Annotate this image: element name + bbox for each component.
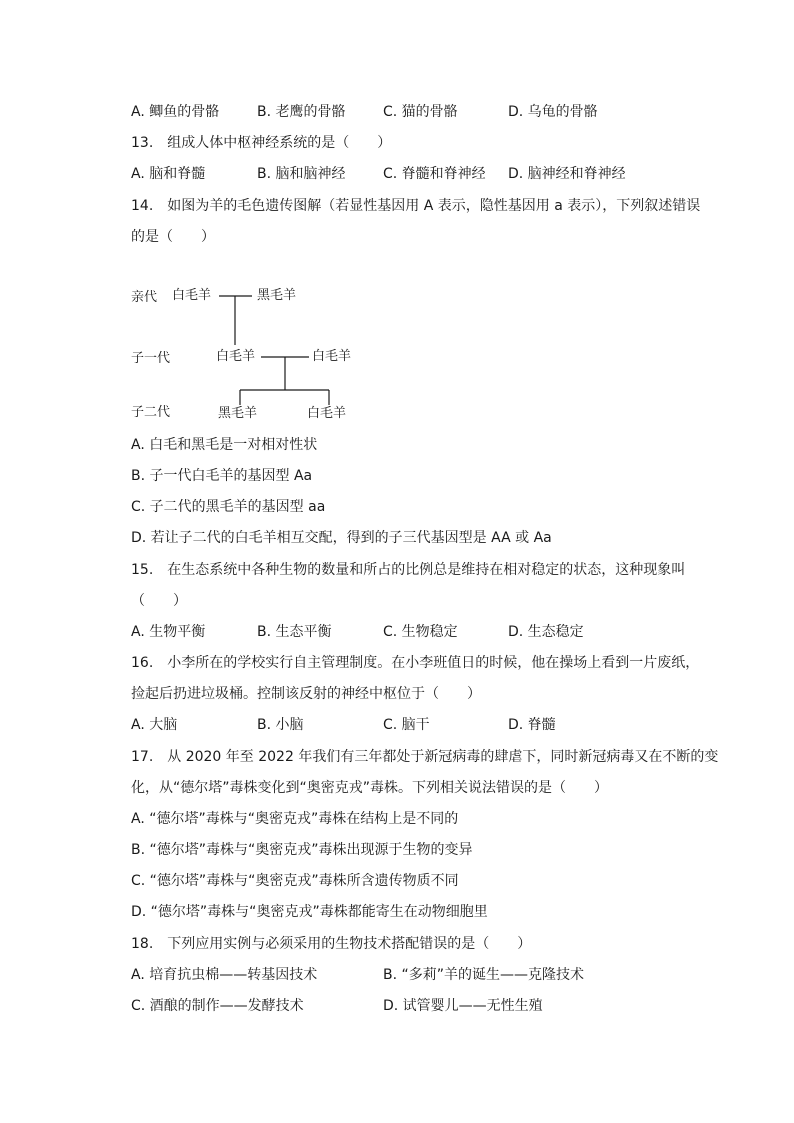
q18-stem: 18. 下列应用实例与必须采用的生物技术搭配错误的是（ ） [131,936,532,952]
q12-option-c: C. 猫的骨骼 [383,104,458,120]
f2-left-label: 黑毛羊 [218,406,258,421]
q16-option-a: A. 大脑 [131,717,178,733]
q14-option-a: A. 白毛和黑毛是一对相对性状 [131,437,318,453]
q18-option-d: D. 试管婴儿——无性生殖 [383,998,543,1014]
q17-option-b: B. “德尔塔”毒株与“奥密克戎”毒株出现源于生物的变异 [131,842,473,858]
q14-option-c: C. 子二代的黑毛羊的基因型 aa [131,499,326,515]
q13-stem: 13. 组成人体中枢神经系统的是（ ） [131,135,392,151]
q13-option-c: C. 脊髓和脊神经 [383,166,486,182]
parent-right-label: 黑毛羊 [257,288,297,303]
q18-option-b: B. “多莉”羊的诞生——克隆技术 [383,967,585,983]
q13-option-d: D. 脑神经和脊神经 [508,166,626,182]
q16-option-d: D. 脊髓 [508,717,556,733]
gen-label-parent: 亲代 [131,290,158,305]
q17-option-a: A. “德尔塔”毒株与“奥密克戎”毒株在结构上是不同的 [131,811,459,827]
q16-option-b: B. 小脑 [257,717,304,733]
f1-right-label: 白毛羊 [312,349,352,364]
gen-label-f1: 子一代 [131,351,171,366]
q12-option-d: D. 乌龟的骨骼 [508,104,598,120]
q18-option-a: A. 培育抗虫棉——转基因技术 [131,967,318,983]
q14-option-d: D. 若让子二代的白毛羊相互交配，得到的子三代基因型是 AA 或 Aa [131,530,552,546]
q14-option-b: B. 子一代白毛羊的基因型 Aa [131,468,313,484]
q16-option-c: C. 脑干 [383,717,430,733]
q15-option-a: A. 生物平衡 [131,624,206,640]
q17-stem-line2: 化，从“德尔塔”毒株变化到“奥密克戎”毒株。下列相关说法错误的是（ ） [131,780,609,796]
q16-stem-line2: 捡起后扔进垃圾桶。控制该反射的神经中枢位于（ ） [131,686,481,702]
gen-label-f2: 子二代 [131,405,171,420]
f1-left-label: 白毛羊 [216,349,256,364]
q15-stem-line1: 15. 在生态系统中各种生物的数量和所占的比例总是维持在相对稳定的状态，这种现象叫 [131,562,686,578]
q15-option-b: B. 生态平衡 [257,624,332,640]
q17-option-d: D. “德尔塔”毒株与“奥密克戎”毒株都能寄生在动物细胞里 [131,904,488,920]
q16-stem-line1: 16. 小李所在的学校实行自主管理制度。在小李班值日的时候，他在操场上看到一片废纸， [131,655,700,671]
q14-stem-line2: 的是（ ） [131,229,215,245]
q14-stem-line1: 14. 如图为羊的毛色遗传图解（若显性基因用 A 表示，隐性基因用 a 表示），下列叙述错误 [131,198,701,214]
q17-stem-line1: 17. 从 2020 年至 2022 年我们有三年都处于新冠病毒的肆虐下，同时新冠病毒又在不断的变 [131,749,719,765]
q12-option-a: A. 鲫鱼的骨骼 [131,104,220,120]
q13-option-b: B. 脑和脑神经 [257,166,346,182]
parent-left-label: 白毛羊 [172,288,212,303]
q12-option-b: B. 老鹰的骨骼 [257,104,346,120]
q15-stem-line2: （ ） [131,593,187,609]
q15-option-c: C. 生物稳定 [383,624,458,640]
q18-option-c: C. 酒酿的制作——发酵技术 [131,998,304,1014]
q13-option-a: A. 脑和脊髓 [131,166,206,182]
q15-option-d: D. 生态稳定 [508,624,584,640]
q17-option-c: C. “德尔塔”毒株与“奥密克戎”毒株所含遗传物质不同 [131,873,459,889]
f2-right-label: 白毛羊 [307,406,347,421]
